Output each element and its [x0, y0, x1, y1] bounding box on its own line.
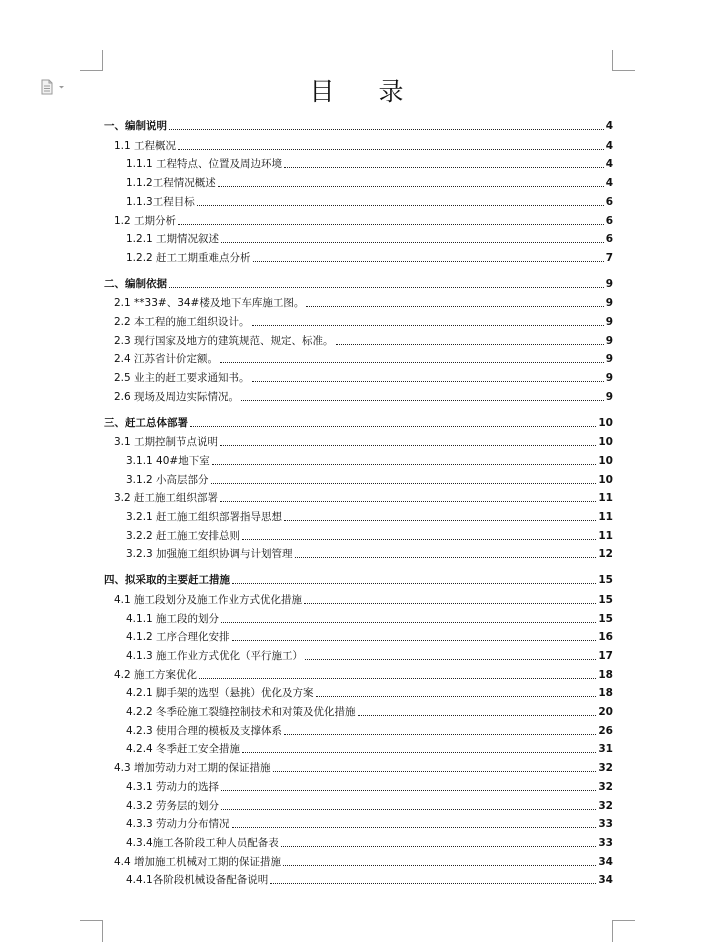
toc-dot-leader: [178, 149, 604, 150]
toc-dot-leader: [221, 809, 596, 810]
toc-entry[interactable]: [104, 850, 613, 869]
toc-entry-page: 10: [598, 416, 613, 429]
toc-dot-leader: [304, 603, 596, 604]
toc-entry-page: 11: [598, 511, 613, 523]
toc-entry-page: 15: [598, 574, 613, 587]
toc-entry-page: 10: [598, 454, 613, 467]
toc-dot-leader: [221, 242, 604, 243]
toc-entry-label: 3.1 工期控制节点说明: [114, 436, 219, 449]
toc-dot-leader: [336, 344, 604, 345]
toc-entry-page: 9: [605, 316, 613, 328]
toc-entry-label: 3.1.1 40#地下室: [126, 454, 210, 467]
toc-entry-label: 3.2 赶工施工组织部署: [114, 492, 219, 505]
toc-entry-label: 2.5 业主的赶工要求通知书。: [114, 372, 250, 385]
toc-entry[interactable]: [104, 524, 613, 543]
toc-dot-leader: [220, 501, 596, 502]
toc-entry-label: 一、编制说明: [104, 120, 167, 132]
toc-entry-page: 26: [598, 724, 613, 737]
toc-entry[interactable]: [104, 310, 613, 329]
toc-entry[interactable]: [104, 385, 613, 404]
toc-dot-leader: [169, 287, 604, 288]
toc-entry[interactable]: [104, 171, 613, 190]
toc-entry[interactable]: [104, 209, 613, 228]
toc-dot-leader: [242, 752, 596, 753]
toc-entry-label: 4.1 施工段划分及施工作业方式优化措施: [114, 593, 303, 606]
toc-dot-leader: [284, 734, 596, 735]
toc-dot-leader: [252, 325, 604, 326]
toc-dot-leader: [305, 659, 596, 660]
toc-dot-leader: [212, 464, 597, 465]
toc-entry-page: 34: [598, 874, 613, 887]
toc-entry[interactable]: [104, 542, 613, 561]
toc-dot-leader: [281, 846, 597, 847]
toc-entry[interactable]: [104, 227, 613, 246]
toc-entry[interactable]: [104, 347, 613, 366]
toc-entry-label: 1.1.2工程情况概述: [126, 177, 216, 190]
toc-entry[interactable]: [104, 366, 613, 385]
toc-dot-leader: [220, 445, 596, 446]
toc-entry-label: 三、赶工总体部署: [104, 416, 188, 429]
margin-corner-top-left: [80, 50, 103, 71]
toc-entry[interactable]: [104, 868, 613, 887]
toc-entry-label: 4.3 增加劳动力对工期的保证措施: [114, 762, 271, 775]
toc-entry-label: 1.1.3工程目标: [126, 195, 195, 208]
toc-dot-leader: [232, 583, 596, 584]
toc-entry[interactable]: [104, 756, 613, 775]
toc-entry[interactable]: [104, 430, 613, 449]
toc-entry[interactable]: [104, 291, 613, 310]
toc-entry-page: 7: [605, 251, 613, 264]
toc-entry-label: 4.2.3 使用合理的模板及支撑体系: [126, 724, 283, 737]
toc-entry-page: 34: [598, 855, 613, 868]
toc-dot-leader: [221, 790, 596, 791]
toc-entry[interactable]: [104, 190, 613, 209]
toc-entry-label: 4.4 增加施工机械对工期的保证措施: [114, 855, 282, 868]
toc-entry-label: 4.3.4施工各阶段工种人员配备表: [126, 836, 279, 849]
toc-dot-leader: [199, 678, 596, 679]
toc-entry[interactable]: [104, 272, 613, 291]
toc-entry[interactable]: [104, 134, 613, 153]
toc-entry-page: 33: [598, 836, 613, 849]
toc-entry-label: 2.2 本工程的施工组织设计。: [114, 316, 250, 328]
toc-entry-label: 2.3 现行国家及地方的建筑规范、规定、标准。: [114, 334, 334, 347]
toc-dot-leader: [241, 400, 604, 401]
toc-entry-page: 15: [598, 612, 613, 625]
toc-dot-leader: [273, 771, 597, 772]
margin-corner-bottom-left: [80, 920, 103, 942]
toc-entry[interactable]: [104, 114, 613, 133]
toc-entry-page: 6: [605, 195, 613, 208]
toc-dot-leader: [178, 224, 604, 225]
toc-entry-page: 11: [598, 492, 613, 505]
toc-entry-page: 31: [598, 743, 613, 756]
toc-dot-leader: [306, 306, 603, 307]
toc-entry-label: 1.2.2 赶工工期重难点分析: [126, 251, 251, 264]
toc-entry-page: 4: [605, 139, 613, 152]
toc-dot-leader: [218, 186, 604, 187]
toc-entry[interactable]: [104, 505, 613, 524]
toc-entry-page: 18: [598, 668, 613, 681]
toc-dot-leader: [221, 622, 596, 623]
toc-dot-leader: [295, 557, 597, 558]
toc-entry[interactable]: [104, 588, 613, 607]
toc-entry-page: 16: [598, 631, 613, 644]
toc-entry-label: 4.1.3 施工作业方式优化（平行施工）: [126, 649, 304, 662]
toc-dot-leader: [284, 167, 604, 168]
margin-corner-top-right: [612, 50, 635, 71]
toc-entry-page: 4: [605, 120, 613, 132]
toc-entry[interactable]: [104, 486, 613, 505]
toc-entry[interactable]: [104, 607, 613, 626]
toc-entry-page: 9: [605, 390, 613, 403]
toc-entry[interactable]: [104, 663, 613, 682]
toc-dot-leader: [190, 426, 596, 427]
toc-entry-label: 1.1.1 工程特点、位置及周边环境: [126, 158, 283, 171]
toc-entry-label: 4.4.1各阶段机械设备配备说明: [126, 874, 269, 887]
toc-entry-page: 6: [605, 214, 613, 227]
toc-entry-page: 9: [605, 277, 613, 290]
toc-dot-leader: [169, 129, 604, 130]
toc-entry-label: 1.2.1 工期情况叙述: [126, 233, 220, 246]
toc-entry-label: 3.1.2 小高层部分: [126, 473, 209, 486]
toc-entry[interactable]: [104, 681, 613, 700]
toc-entry-page: 11: [598, 529, 613, 542]
toc-entry-label: 4.1.1 施工段的划分: [126, 612, 220, 625]
toc-entry-label: 4.2.1 脚手架的选型（悬挑）优化及方案: [126, 687, 314, 700]
toc-entry-label: 4.2 施工方案优化: [114, 668, 198, 681]
toc-entry[interactable]: [104, 700, 613, 719]
toc-entry-label: 四、拟采取的主要赶工措施: [104, 574, 230, 587]
toc-dot-leader: [283, 865, 596, 866]
toc-entry-label: 2.1 **33#、34#楼及地下车库施工图。: [114, 297, 305, 310]
toc-entry-page: 10: [598, 436, 613, 449]
toc-entry[interactable]: [104, 644, 613, 663]
toc-entry-page: 6: [605, 233, 613, 246]
toc-entry-label: 2.4 江苏省计价定额。: [114, 353, 219, 366]
toc-entry-page: 15: [598, 593, 613, 606]
toc-entry[interactable]: [104, 775, 613, 794]
toc-entry-page: 9: [605, 372, 613, 385]
toc-entry[interactable]: [104, 152, 613, 171]
toc-entry[interactable]: [104, 625, 613, 644]
toc-entry[interactable]: [104, 719, 613, 738]
toc-entry-page: 4: [605, 177, 613, 190]
toc-entry[interactable]: [104, 737, 613, 756]
toc-dot-leader: [284, 520, 596, 521]
toc-entry-label: 3.2.1 赶工施工组织部署指导思想: [126, 511, 283, 523]
toc-entry-page: 4: [605, 158, 613, 171]
toc-entry[interactable]: [104, 568, 613, 587]
toc-entry-page: 33: [598, 818, 613, 831]
toc-entry[interactable]: [104, 246, 613, 265]
toc-entry-label: 1.2 工期分析: [114, 214, 177, 227]
toc-entry[interactable]: [104, 794, 613, 813]
toc-entry-label: 4.1.2 工序合理化安排: [126, 631, 230, 644]
toc-entry-page: 20: [598, 706, 613, 718]
toc-entry[interactable]: [104, 468, 613, 487]
toc-dot-leader: [316, 696, 597, 697]
toc-dot-leader: [232, 640, 597, 641]
toc-entry-label: 2.6 现场及周边实际情况。: [114, 390, 240, 403]
toc-entry-page: 12: [598, 548, 613, 561]
toc-dot-leader: [232, 827, 597, 828]
toc-dot-leader: [270, 883, 596, 884]
toc-entry[interactable]: [104, 449, 613, 468]
toc-entry[interactable]: [104, 812, 613, 831]
toc-entry-page: 10: [598, 473, 613, 486]
toc-dot-leader: [242, 539, 596, 540]
toc-entry-page: 9: [605, 353, 613, 366]
toc-dot-leader: [252, 381, 604, 382]
toc-dot-leader: [253, 261, 604, 262]
toc-entry-label: 4.3.2 劳务层的划分: [126, 799, 220, 812]
toc-entry-label: 4.2.4 冬季赶工安全措施: [126, 743, 241, 756]
toc-entry-page: 17: [598, 649, 613, 662]
toc-entry[interactable]: [104, 411, 613, 430]
toc-entry[interactable]: [104, 329, 613, 348]
toc-entry-page: 18: [598, 687, 613, 700]
toc-entry-label: 3.2.3 加强施工组织协调与计划管理: [126, 548, 293, 561]
toc-entry-label: 4.2.2 冬季砼施工裂缝控制技术和对策及优化措施: [126, 706, 356, 718]
toc-entry-label: 4.3.1 劳动力的选择: [126, 780, 220, 793]
margin-corner-bottom-right: [612, 920, 635, 942]
toc-entry-label: 二、编制依据: [104, 277, 167, 290]
toc-entry-label: 1.1 工程概况: [114, 139, 177, 152]
toc-entry-page: 32: [598, 799, 613, 812]
toc-entry-label: 4.3.3 劳动力分布情况: [126, 818, 230, 831]
toc-dot-leader: [358, 715, 597, 716]
toc-entry-page: 9: [605, 334, 613, 347]
toc-entry-page: 9: [605, 297, 613, 310]
toc-entry-page: 32: [598, 780, 613, 793]
toc-entry-label: 3.2.2 赶工施工安排总则: [126, 529, 241, 542]
page-title: 目 录: [309, 77, 422, 106]
toc-dot-leader: [211, 483, 597, 484]
toc-dot-leader: [220, 362, 604, 363]
toc-entry[interactable]: [104, 831, 613, 850]
toc-entry-page: 32: [598, 762, 613, 775]
toc-dot-leader: [197, 205, 604, 206]
